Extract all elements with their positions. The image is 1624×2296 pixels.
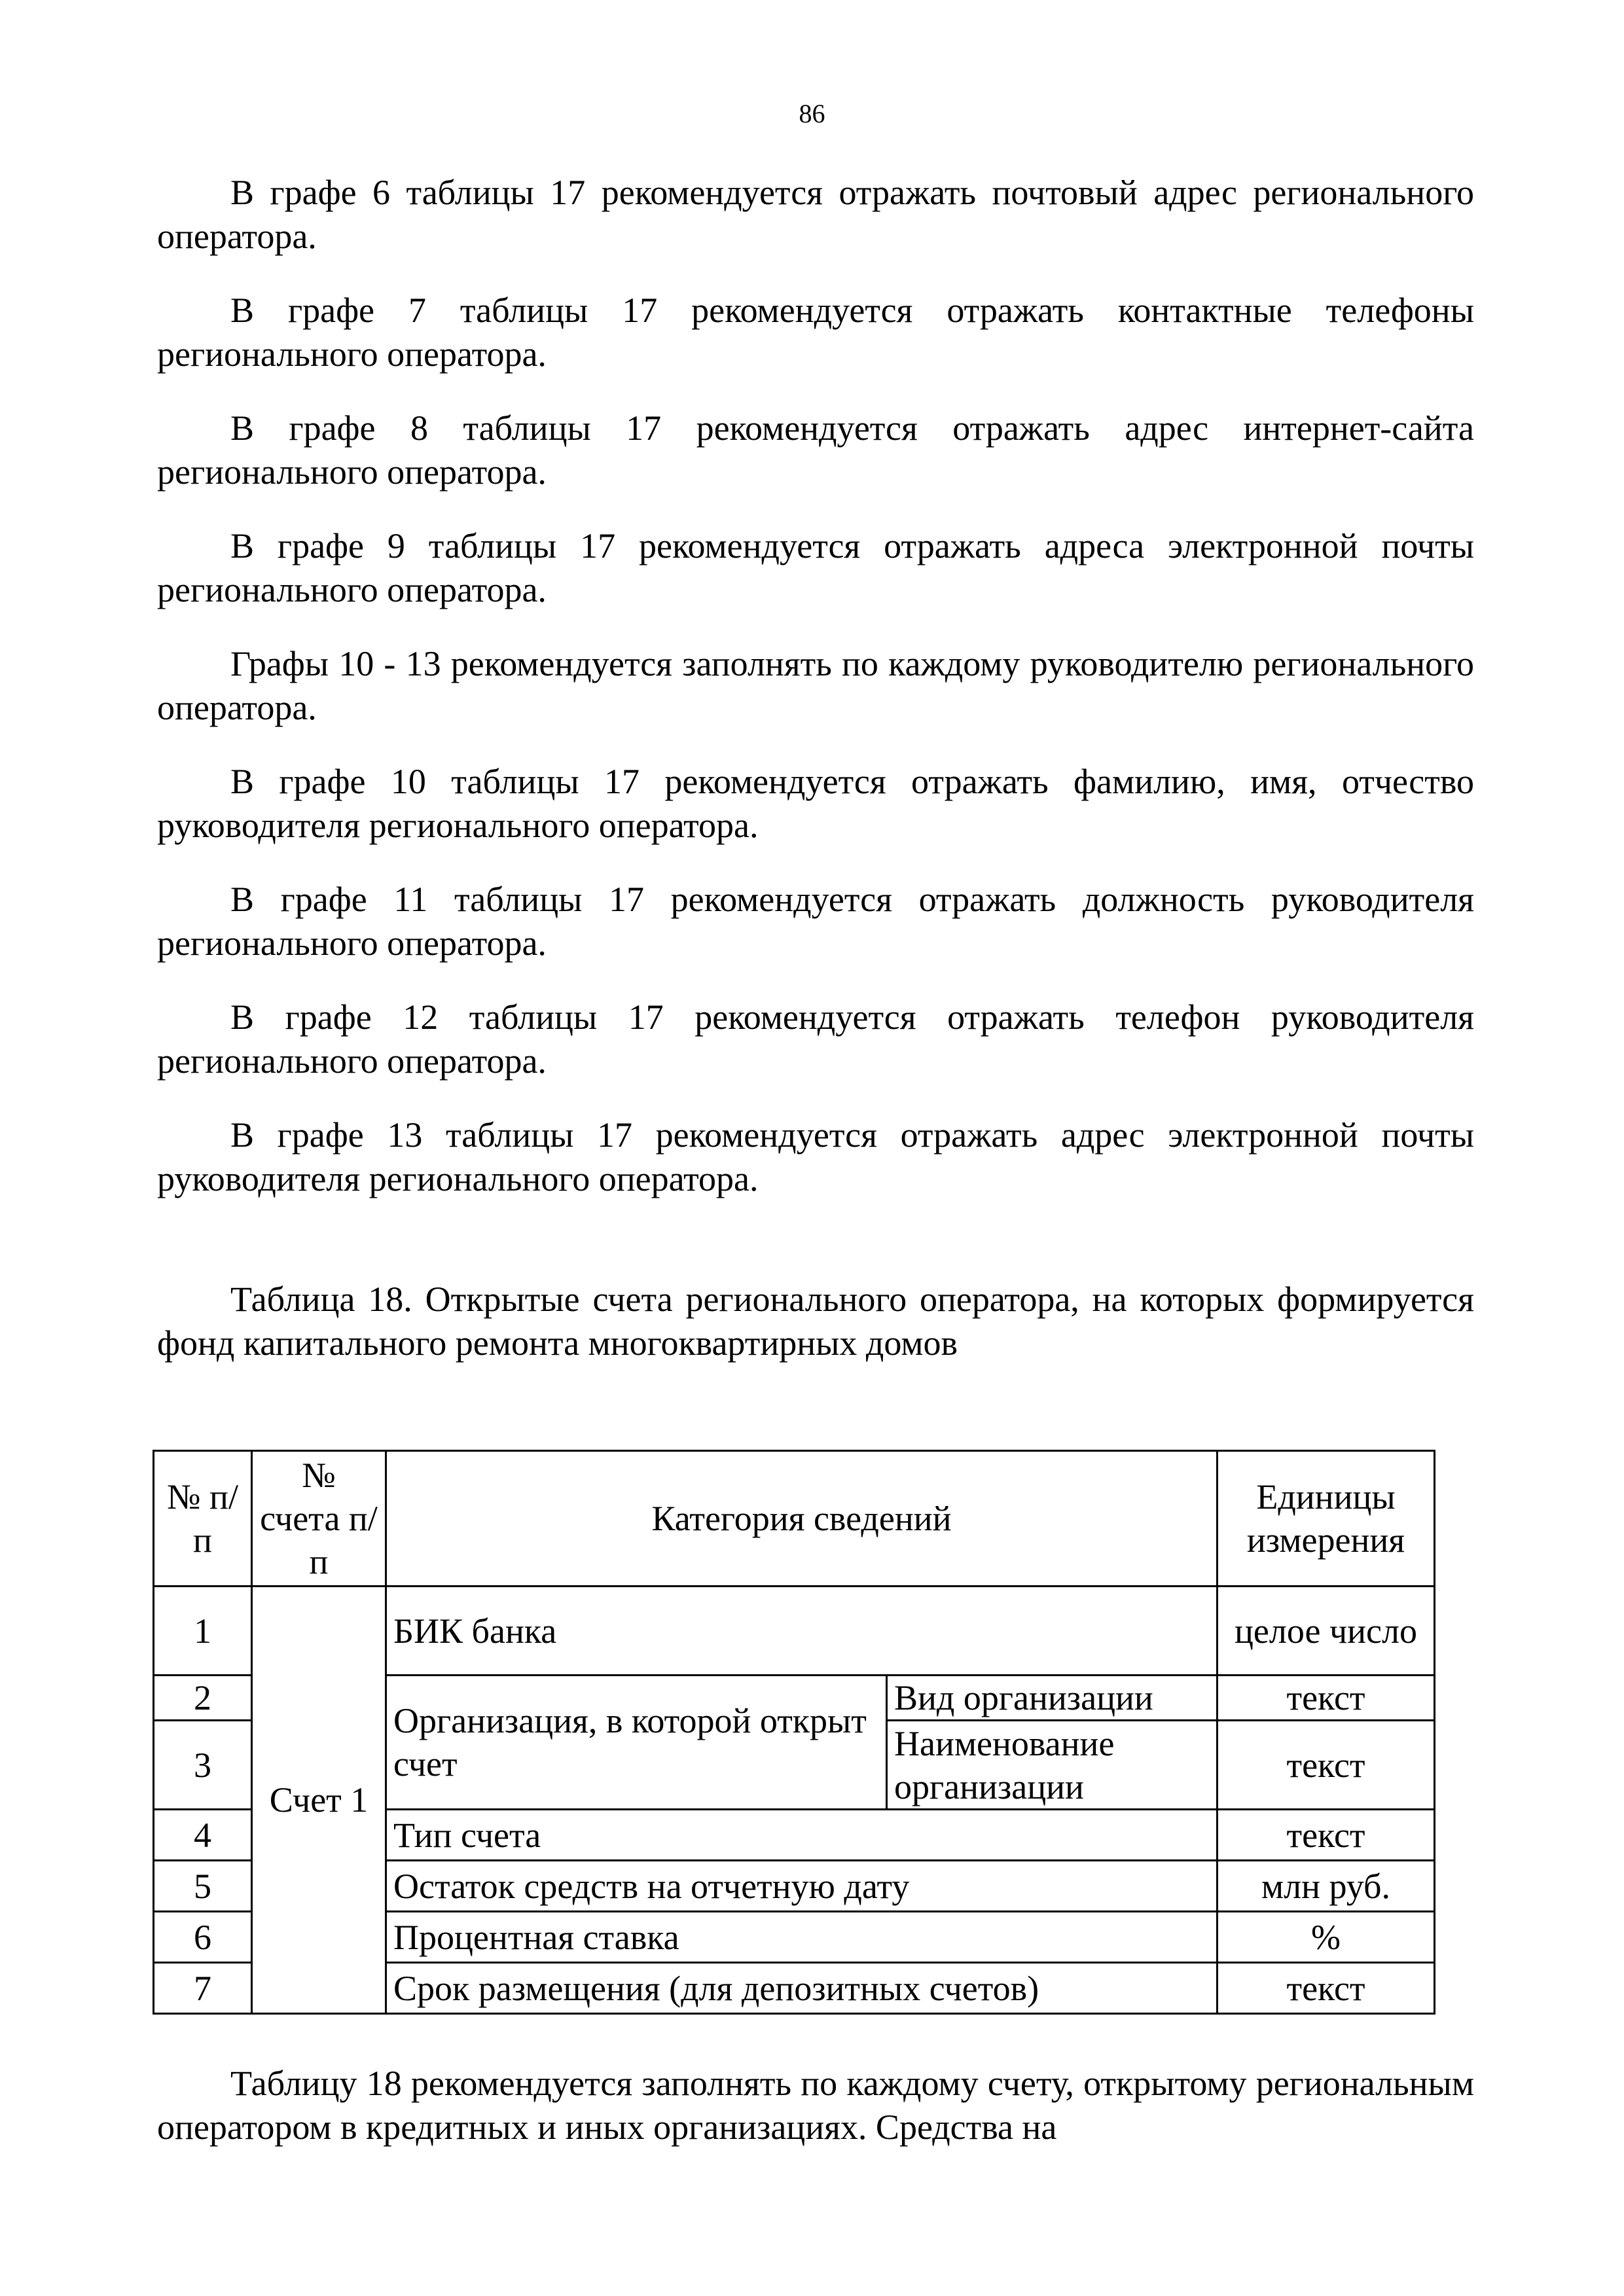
header-units: Единицы измерения (1218, 1451, 1435, 1587)
paragraph-8: В графе 12 таблицы 17 рекомендуется отражать телефон руководителя регионального оператора. (157, 997, 1474, 1081)
header-num: № п/п (154, 1451, 252, 1587)
row-category: Остаток средств на отчетную дату (386, 1861, 1218, 1912)
header-account-num: № счета п/п (252, 1451, 386, 1587)
table-caption: Таблица 18. Открытые счета регионального оператора, на которых формируется фонд капитального ремонта многоквартирных домов (157, 1280, 1474, 1363)
row-num: 6 (154, 1912, 252, 1963)
row-num: 1 (154, 1587, 252, 1676)
account-label: Счет 1 (252, 1587, 386, 2014)
row-units: текст (1218, 1963, 1435, 2014)
paragraph-3: В графе 8 таблицы 17 рекомендуется отражать адрес интернет-сайта регионального оператора. (157, 408, 1474, 492)
paragraph-6: В графе 10 таблицы 17 рекомендуется отражать фамилию, имя, отчество руководителя регионального оператора. (157, 762, 1474, 845)
paragraph-9: В графе 13 таблицы 17 рекомендуется отражать адрес электронной почты руководителя регионального оператора. (157, 1115, 1474, 1198)
row-units: % (1218, 1912, 1435, 1963)
table-header-row (154, 1451, 1435, 1587)
org-label: Организация, в которой открыт счет (386, 1676, 887, 1810)
paragraph-2: В графе 7 таблицы 17 рекомендуется отражать контактные телефоны регионального оператора. (157, 291, 1474, 374)
paragraph-1: В графе 6 таблицы 17 рекомендуется отражать почтовый адрес регионального оператора. (157, 173, 1474, 256)
paragraph-5: Графы 10 - 13 рекомендуется заполнять по каждому руководителю регионального оператора. (157, 644, 1474, 727)
row-num: 7 (154, 1963, 252, 2014)
row-category: Срок размещения (для депозитных счетов) (386, 1963, 1218, 2014)
row-category: Процентная ставка (386, 1912, 1218, 1963)
row-num: 3 (154, 1721, 252, 1810)
header-category: Категория сведений (386, 1451, 1218, 1587)
row-num: 4 (154, 1810, 252, 1861)
row-units: текст (1218, 1676, 1435, 1721)
row-category: БИК банка (386, 1587, 1218, 1676)
row-units: текст (1218, 1721, 1435, 1810)
accounts-table (153, 1450, 1435, 2015)
paragraph-7: В графе 11 таблицы 17 рекомендуется отражать должность руководителя регионального оператора. (157, 880, 1474, 963)
page-number: 86 (799, 99, 825, 128)
row-units: текст (1218, 1810, 1435, 1861)
footer-paragraph: Таблицу 18 рекомендуется заполнять по каждому счету, открытому региональным оператором в кредитных и иных организациях. Средства на (157, 2064, 1474, 2147)
row-category: Наименование организации (887, 1721, 1218, 1810)
row-num: 5 (154, 1861, 252, 1912)
table-row (154, 1587, 1435, 1676)
row-units: целое число (1218, 1587, 1435, 1676)
row-units: млн руб. (1218, 1861, 1435, 1912)
row-num: 2 (154, 1676, 252, 1721)
paragraph-4: В графе 9 таблицы 17 рекомендуется отражать адреса электронной почты регионального оператора. (157, 526, 1474, 609)
row-category: Вид организации (887, 1676, 1218, 1721)
row-category: Тип счета (386, 1810, 1218, 1861)
